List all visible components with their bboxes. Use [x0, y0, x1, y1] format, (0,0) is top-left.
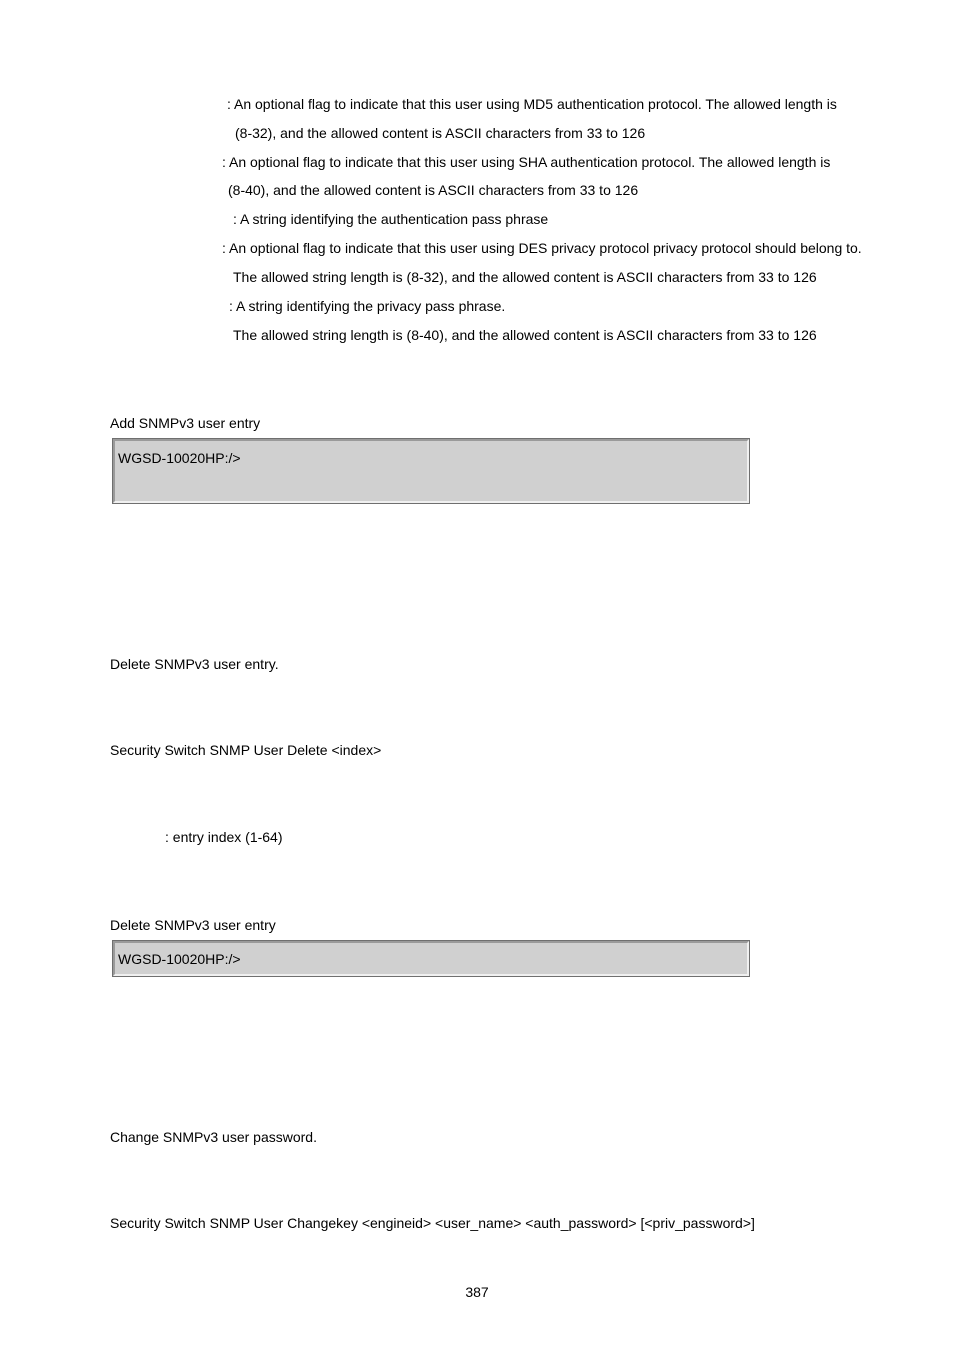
delete-param-index: : entry index (1-64): [165, 829, 283, 845]
add-example-caption: Add SNMPv3 user entry: [110, 415, 261, 431]
delete-syntax: Security Switch SNMP User Delete <index>: [110, 742, 382, 758]
console-prompt: WGSD-10020HP:/>: [118, 951, 241, 967]
param-auth-password: : A string identifying the authentication pass phrase: [233, 211, 549, 227]
delete-example-console: [113, 941, 749, 976]
param-md5-line-1: : An optional flag to indicate that this user using MD5 authentication protocol. The allowed length is: [227, 96, 837, 112]
param-des-line-2: The allowed string length is (8-32), and the allowed content is ASCII characters from 33 to 126: [233, 269, 817, 285]
delete-example-caption: Delete SNMPv3 user entry: [110, 917, 276, 933]
param-des-line-1: : An optional flag to indicate that this user using DES privacy protocol privacy protocol should belong to.: [222, 240, 862, 256]
param-md5-line-2: (8-32), and the allowed content is ASCII characters from 33 to 126: [235, 125, 646, 141]
page-number: 387: [465, 1284, 489, 1300]
console-prompt: WGSD-10020HP:/>: [118, 450, 241, 466]
changekey-description: Change SNMPv3 user password.: [110, 1129, 317, 1145]
param-sha-line-2: (8-40), and the allowed content is ASCII characters from 33 to 126: [228, 182, 639, 198]
param-priv-password-line-2: The allowed string length is (8-40), and the allowed content is ASCII characters from 33 to 126: [233, 327, 817, 343]
add-example-console: [113, 439, 749, 503]
param-priv-password-line-1: : A string identifying the privacy pass phrase.: [229, 298, 506, 314]
delete-description: Delete SNMPv3 user entry.: [110, 656, 279, 672]
changekey-syntax: Security Switch SNMP User Changekey <engineid> <user_name> <auth_password> [<priv_password>]: [110, 1215, 755, 1231]
param-sha-line-1: : An optional flag to indicate that this user using SHA authentication protocol. The allowed length is: [222, 154, 831, 170]
